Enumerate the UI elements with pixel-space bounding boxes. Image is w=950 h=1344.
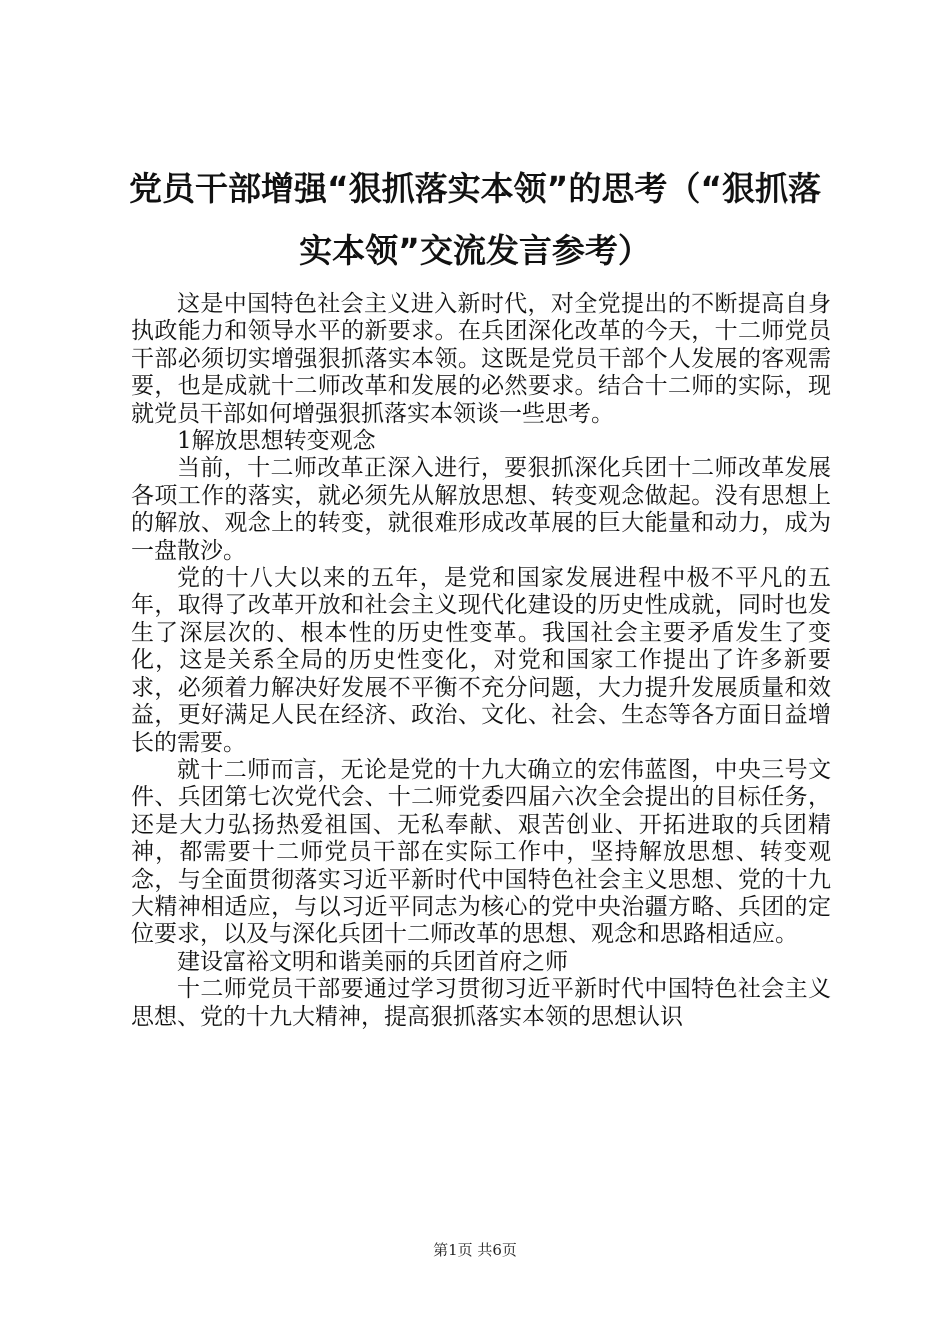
paragraph-study-thought: 十二师党员干部要通过学习贯彻习近平新时代中国特色社会主义思想、党的十九大精神，提高狠抓落实本领的思想认识 [131, 976, 831, 1030]
document-body [131, 291, 831, 1031]
paragraph-twelfth-division: 就十二师而言，无论是党的十九大确立的宏伟蓝图，中央三号文件、兵团第七次党代会、十二师党委四届六次全会提出的目标任务，还是大力弘扬热爱祖国、无私奉献、艰苦创业、开拓进取的兵团精神，都需要十二师党员干部在实际工作中，坚持解放思想、转变观念，与全面贯彻落实习近平新时代中国特色社会主义思想、党的十九大精神相适应，与以习近平同志为核心的党中央治疆方略、兵团的定位要求，以及与深化兵团十二师改革的思想、观念和思路相适应。 [131, 756, 831, 948]
paragraph-eighteenth-congress: 党的十八大以来的五年，是党和国家发展进程中极不平凡的五年，取得了改革开放和社会主义现代化建设的历史性成就，同时也发生了深层次的、根本性的历史性变革。我国社会主要矛盾发生了变化，这是关系全局的历史性变化，对党和国家工作提出了许多新要求，必须着力解决好发展不平衡不充分问题，大力提升发展质量和效益，更好满足人民在经济、政治、文化、社会、生态等各方面日益增长的需要。 [131, 565, 831, 756]
page-footer: 第1页 共6页 [433, 1241, 517, 1259]
section-heading-2: 建设富裕文明和谐美丽的兵团首府之师 [177, 948, 568, 975]
section-heading-1: 1解放思想转变观念 [177, 428, 376, 455]
paragraph-current-reform: 当前，十二师改革正深入进行，要狠抓深化兵团十二师改革发展各项工作的落实，就必须先从解放思想、转变观念做起。没有思想上的解放、观念上的转变，就很难形成改革展的巨大能量和动力，成为一盘散沙。 [131, 455, 831, 564]
document-title: 党员干部增强“狠抓落实本领”的思考（“狠抓落实本领”交流发言参考） [128, 169, 822, 270]
paragraph-intro: 这是中国特色社会主义进入新时代，对全党提出的不断提高自身执政能力和领导水平的新要求。在兵团深化改革的今天，十二师党员干部必须切实增强狠抓落实本领。这既是党员干部个人发展的客观需要，也是成就十二师改革和发展的必然要求。结合十二师的实际，现就党员干部如何增强狠抓落实本领谈一些思考。 [131, 291, 831, 427]
